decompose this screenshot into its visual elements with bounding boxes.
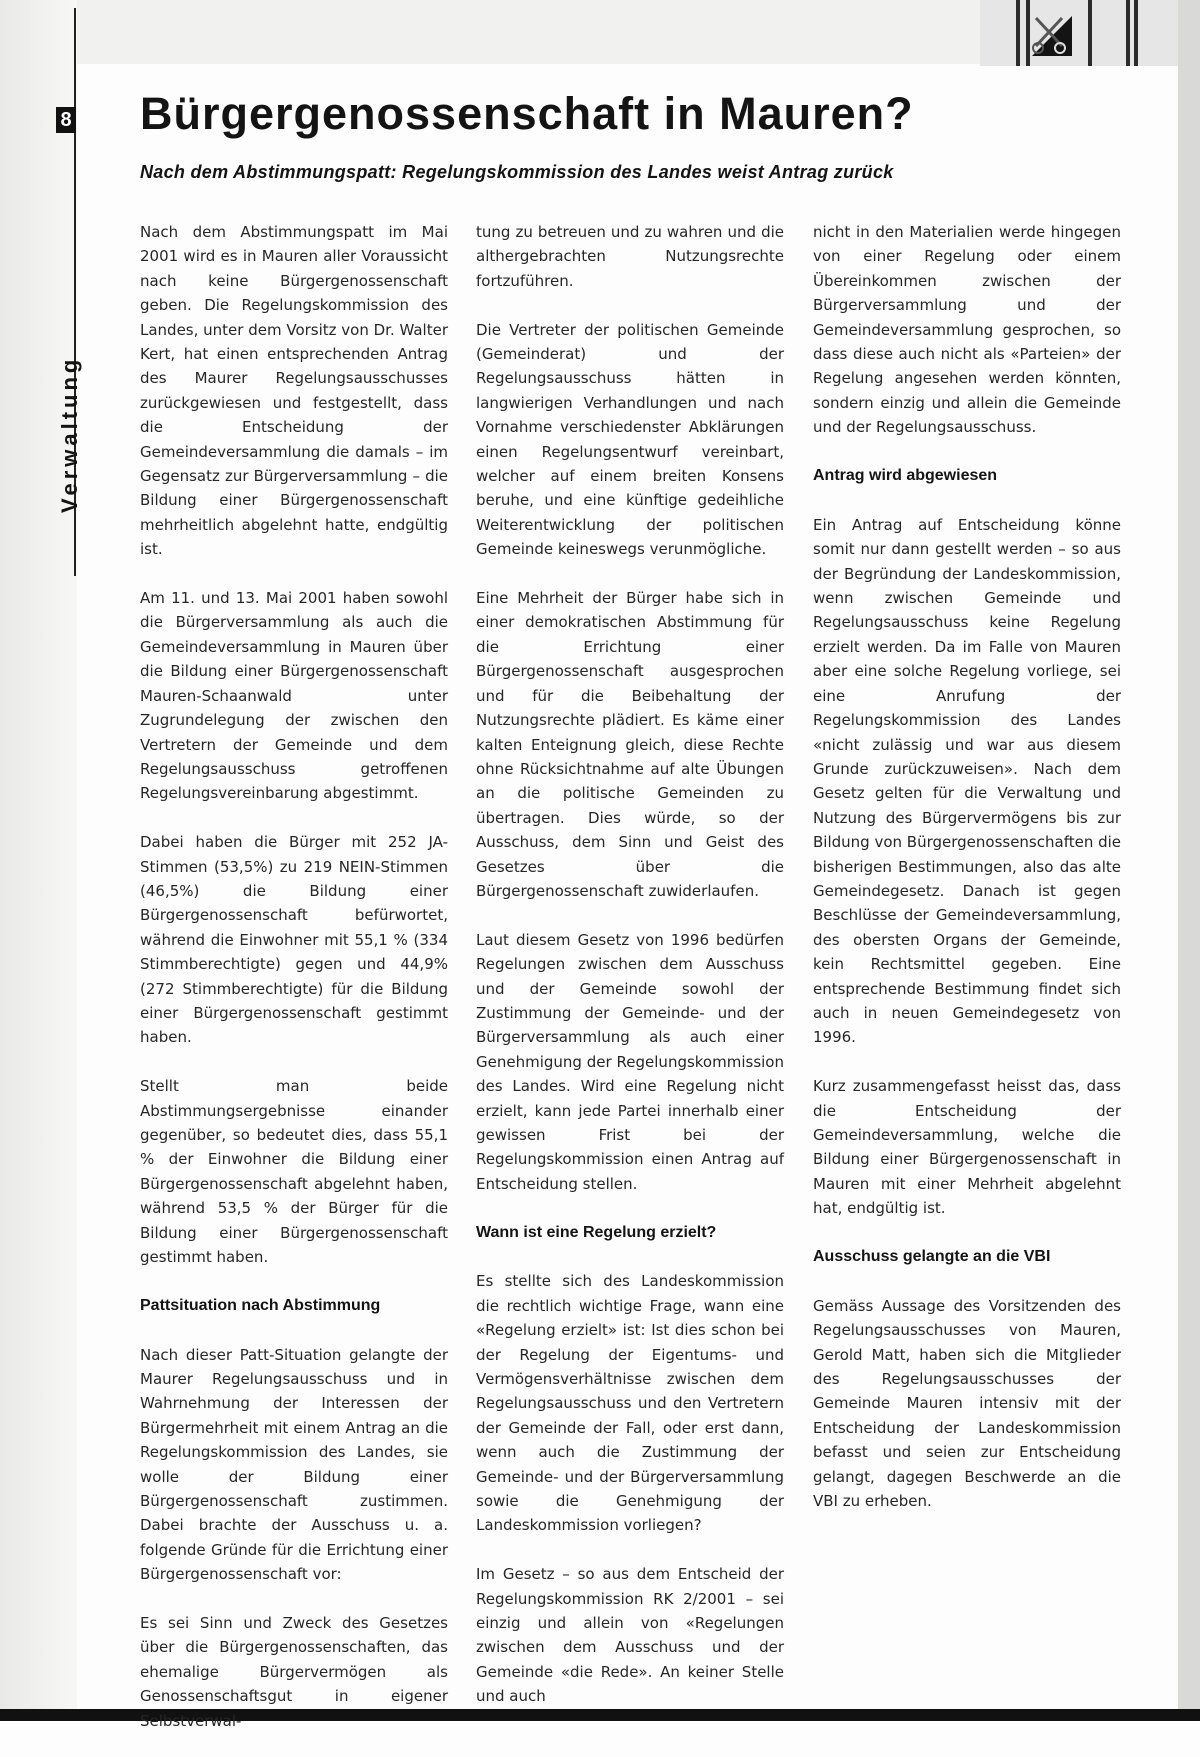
paragraph: Es sei Sinn und Zweck des Gesetzes über die Bürgergenossenschaften, das ehemalige Bürgervermögen als Genossenschaftsgut in eigener Selbstverwal-	[140, 1614, 448, 1730]
paragraph: Im Gesetz – so aus dem Entscheid der Regelungskommission RK 2/2001 – sei einzig und allein von «Regelungen zwischen dem Ausschuss und der Gemeinde «die Rede». An keiner Stelle und auch	[476, 1565, 784, 1706]
right-edge-band	[1178, 0, 1200, 1721]
text-column-2	[476, 220, 784, 1733]
paragraph: Nach dem Abstimmungspatt im Mai 2001 wird es in Mauren aller Voraussicht nach keine Bürgergenossenschaft geben. Die Regelungskommission des Landes, unter dem Vorsitz von Dr. Walter Kert, hat einen entsprechenden Antrag des Maurer Regelungsausschusses zurückgewiesen und festgestellt, dass die Entscheidung der Gemeindeversammlung die damals – im Gegensatz zur Bürgerversammlung – die Bildung einer Bürgergenossenschaft mehrheitlich abgelehnt hatte, endgültig ist.	[140, 223, 449, 559]
scissors-icon	[1026, 10, 1074, 58]
header-stripes	[980, 0, 1178, 66]
paragraph: Eine Mehrheit der Bürger habe sich in einer demokratischen Abstimmung für die Errichtung einer Bürgergenossenschaft ausgesprochen und für die Beibehaltung der Nutzungsrechte plädiert. Es käme einer kalten Enteignung gleich, diese Rechte ohne Rücksichtnahme auf alte Übungen an die politische Gemeinden zu übertragen. Dies würde, so der Ausschuss, dem Sinn und Geist des Gesetzes über die Bürgergenossenschaft zuwiderlaufen.	[476, 589, 784, 900]
text-column-1	[140, 220, 448, 1757]
text-column-3	[813, 220, 1121, 1538]
page-number: 8	[56, 107, 76, 133]
subheading: Ausschuss gelangte an die VBI	[813, 1248, 1051, 1265]
subheading: Pattsituation nach Abstimmung	[140, 1296, 381, 1314]
article-subtitle: Nach dem Abstimmungspatt: Regelungskommission des Landes weist Antrag zurück	[140, 162, 894, 182]
paragraph: Stellt man beide Abstimmungsergebnisse einander gegenüber, so bedeutet dies, dass 55,1 % der Einwohner die Bildung einer Bürgergenossenschaft abgelehnt haben, während 53,5 % der Bürger für die Bildung einer Bürgergenossenschaft gestimmt haben.	[140, 1077, 448, 1267]
paragraph: Die Vertreter der politischen Gemeinde (Gemeinderat) und der Regelungsausschuss hätten in langwierigen Verhandlungen und nach Vornahme verschiedenster Abklärungen einen Regelungsentwurf vereinbart, welcher auf einem breiten Konsens beruhe, und eine künftige gedeihliche Weiterentwicklung der politischen Gemeinde keineswegs verunmögliche.	[476, 320, 784, 559]
article-title: Bürgergenossenschaft in Mauren?	[140, 88, 914, 139]
paragraph: Ein Antrag auf Entscheidung könne somit nur dann gestellt werden – so aus der Begründung der Landeskommission, wenn zwischen Gemeinde und Regelungsausschuss keine Regelung erzielt werden. Da im Falle von Mauren aber eine solche Regelung vorliege, sei eine Anrufung der Regelungskommission des Landes «nicht zulässig und war aus diesem Grunde zurückzuweisen». Nach dem Gesetz gelten für die Verwaltung und Nutzung des Bürgervermögens bis zur Bildung von Bürgergenossenschaften die bisherigen Bestimmungen, also das alte Gemeindegesetz. Danach ist gegen Beschlüsse der Gemeindeversammlung, des obersten Organs der Gemeinde, kein Rechtsmittel gegeben. Eine entsprechende Bestimmung findet sich auch in neuen Gemeindegesetz von 1996.	[813, 515, 1122, 1047]
subheading: Antrag wird abgewiesen	[813, 467, 998, 485]
left-margin-band	[0, 0, 77, 1721]
section-label-text: Verwaltung	[57, 355, 82, 513]
paragraph: nicht in den Materialien werde hingegen von einer Regelung oder einem Übereinkommen zwischen der Bürgerversammlung und der Gemeindeversammlung gesprochen, so dass diese auch nicht als «Parteien» der Regelung angesehen werden könnten, sondern einzig und allein die Gemeinde und der Regelungsausschuss.	[813, 223, 1121, 437]
paragraph: Am 11. und 13. Mai 2001 haben sowohl die Bürgerversammlung als auch die Gemeindeversammlung in Mauren über die Bildung einer Bürgergenossenschaft Mauren-Schaanwald unter Zugrundelegung der zwischen den Vertretern der Gemeinde und dem Regelungsausschuss getroffenen Regelungsvereinbarung abgestimmt.	[140, 589, 448, 803]
paragraph: Dabei haben die Bürger mit 252 JA-Stimmen (53,5%) zu 219 NEIN-Stimmen (46,5%) die Bildung einer Bürgergenossenschaft befürwortet, während die Einwohner mit 55,1 % (334 Stimmberechtigte) gegen und 44,9% (272 Stimmberechtigte) für die Bildung einer Bürgergenossenschaft gestimmt haben.	[140, 833, 448, 1047]
subheading: Wann ist eine Regelung erzielt?	[476, 1223, 717, 1241]
paragraph: Kurz zusammengefasst heisst das, dass die Entscheidung der Gemeindeversammlung, welche die Bildung einer Bürgergenossenschaft in Mauren mit einer Mehrheit abgelehnt hat, endgültig ist.	[813, 1077, 1121, 1218]
paragraph: Laut diesem Gesetz von 1996 bedürfen Regelungen zwischen dem Ausschuss und der Gemeinde sowohl der Zustimmung der Gemeinde- und der Bürgerversammlung als auch einer Genehmigung der Regelungskommission des Landes. Wird eine Regelung nicht erzielt, kann jede Partei innerhalb einer gewissen Frist bei der Regelungskommission einen Antrag auf Entscheidung stellen.	[476, 930, 784, 1193]
paragraph: tung zu betreuen und zu wahren und die althergebrachten Nutzungsrechte fortzuführen.	[476, 223, 784, 290]
paragraph: Es stellte sich des Landeskommission die rechtlich wichtige Frage, wann eine «Regelung erzielt» ist: Ist dies schon bei der Regelung der Eigentums- und Vermögensverhältnisse zwischen dem Regelungsausschuss und den Vertretern der Gemeinde der Fall, oder erst dann, wenn auch die Zustimmung der Gemeinde- und der Bürgerversammlung sowie die Genehmigung der Landeskommission vorliegen?	[476, 1272, 784, 1535]
paragraph: Nach dieser Patt-Situation gelangte der Maurer Regelungsausschuss und in Wahrnehmung der Interessen der Bürgermehrheit mit einem Antrag an die Regelungskommission des Landes, sie wolle der Bildung einer Bürgergenossenschaft zustimmen. Dabei brachte der Ausschuss u. a. folgende Gründe für die Errichtung einer Bürgergenossenschaft vor:	[140, 1345, 448, 1584]
section-label	[52, 308, 86, 518]
paragraph: Gemäss Aussage des Vorsitzenden des Regelungsausschusses von Mauren, Gerold Matt, haben sich die Mitglieder des Regelungsausschusses der Gemeinde Mauren intensiv mit der Entscheidung der Landeskommission befasst und seien zur Entscheidung gelangt, dagegen Beschwerde an die VBI zu erheben.	[813, 1296, 1121, 1511]
